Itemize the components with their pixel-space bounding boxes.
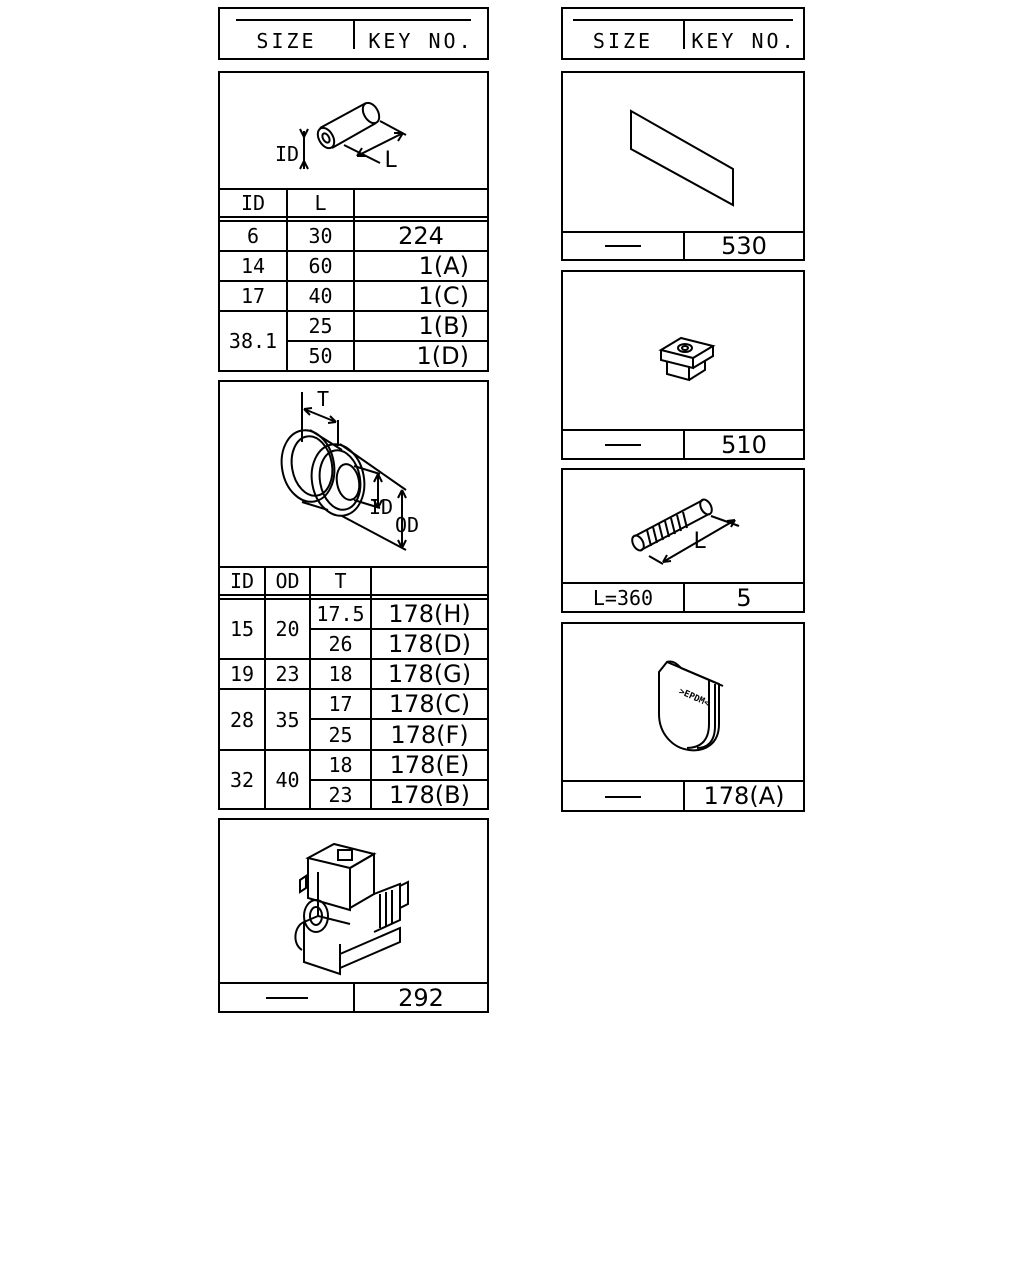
grommet-part-box (218, 380, 489, 810)
cap-size-dash (605, 796, 641, 798)
grommet-row-key: 178(B) (389, 780, 470, 809)
sheet-size-dash (605, 245, 641, 247)
grommet-id-dim-label: ID (368, 495, 394, 519)
grommet-row-key: 178(D) (387, 630, 471, 658)
threaded-tube-part-box (561, 468, 805, 613)
grommet-t-dim-label: T (316, 387, 330, 411)
tube-col-header-id: ID (240, 191, 266, 215)
grommet-row-thickness: 17.5 (316, 602, 365, 626)
grommet-row-key: 178(C) (388, 690, 471, 718)
tube-row-key: 224 (398, 222, 444, 250)
right-header-table (561, 7, 805, 60)
grommet-row-thickness: 23 (328, 782, 353, 807)
cap-part-box (561, 622, 805, 812)
connector-part-box (218, 818, 489, 1013)
size-column-header: SIZE (256, 28, 317, 53)
tube-row-length: 25 (308, 314, 333, 338)
connector-size-dash (266, 997, 308, 999)
clip-key: 510 (721, 430, 767, 459)
tube-illustration (220, 73, 487, 189)
grommet-row-key: 178(F) (390, 720, 469, 749)
grommet-group-id: 19 (229, 662, 255, 686)
connector-illustration (220, 820, 487, 982)
threaded-tube-length-dim-label: L (693, 528, 707, 554)
key-no-column-header: KEY NO. (368, 28, 474, 53)
threaded-tube-size: L=360 (592, 585, 654, 610)
connector-key: 292 (398, 983, 444, 1012)
tube-part-box (218, 71, 489, 372)
clip-part-box (561, 270, 805, 460)
grommet-row-thickness: 26 (328, 632, 353, 656)
cap-material-marking: >EPDM< (677, 686, 711, 710)
threaded-tube-illustration (563, 470, 803, 582)
grommet-col-header-od: OD (275, 569, 300, 593)
tube-row-key: 1(D) (416, 342, 469, 370)
threaded-tube-key: 5 (736, 583, 752, 612)
clip-illustration (563, 272, 803, 429)
grommet-row-thickness: 17 (328, 692, 353, 716)
grommet-illustration (220, 382, 487, 566)
grommet-od-dim-label: OD (394, 513, 420, 537)
tube-length-dim-label: L (384, 147, 398, 173)
tube-row-id: 14 (240, 254, 266, 278)
tube-row-id: 38.1 (228, 329, 278, 353)
tube-row-length: 30 (308, 224, 333, 248)
grommet-group-od: 20 (275, 617, 300, 641)
grommet-col-header-t: T (334, 569, 347, 593)
grommet-row-thickness: 18 (328, 662, 353, 686)
grommet-col-header-id: ID (229, 569, 255, 593)
key-no-column-header: KEY NO. (691, 28, 797, 53)
grommet-group-od: 23 (275, 662, 300, 686)
tube-row-key: 1(A) (418, 252, 469, 280)
left-header-table (218, 7, 489, 60)
tube-row-key: 1(B) (418, 312, 469, 340)
grommet-group-od: 35 (275, 707, 300, 732)
grommet-group-id: 28 (229, 707, 255, 732)
size-column-header: SIZE (592, 28, 654, 53)
grommet-group-id: 15 (229, 617, 255, 641)
grommet-row-key: 178(G) (387, 660, 472, 688)
tube-row-length: 60 (308, 254, 333, 278)
grommet-table-rule (220, 594, 487, 596)
tube-id-dim-label: ID (274, 142, 300, 166)
sheet-key: 530 (721, 232, 767, 260)
grommet-row-thickness: 18 (328, 753, 353, 777)
cap-key: 178(A) (703, 782, 785, 810)
grommet-group-od: 40 (275, 767, 300, 792)
sheet-illustration (563, 73, 803, 231)
grommet-row-thickness: 25 (328, 722, 353, 747)
tube-row-length: 50 (308, 344, 333, 368)
clip-size-dash (605, 444, 641, 446)
tube-row-id: 17 (240, 284, 266, 308)
tube-row-key: 1(C) (418, 282, 469, 310)
sheet-part-box (561, 71, 805, 261)
grommet-row-key: 178(H) (388, 600, 471, 628)
tube-row-length: 40 (308, 284, 333, 308)
grommet-row-key: 178(E) (389, 751, 470, 779)
tube-col-header-l: L (314, 191, 327, 215)
tube-row-id: 6 (246, 224, 260, 248)
grommet-group-id: 32 (229, 767, 255, 792)
